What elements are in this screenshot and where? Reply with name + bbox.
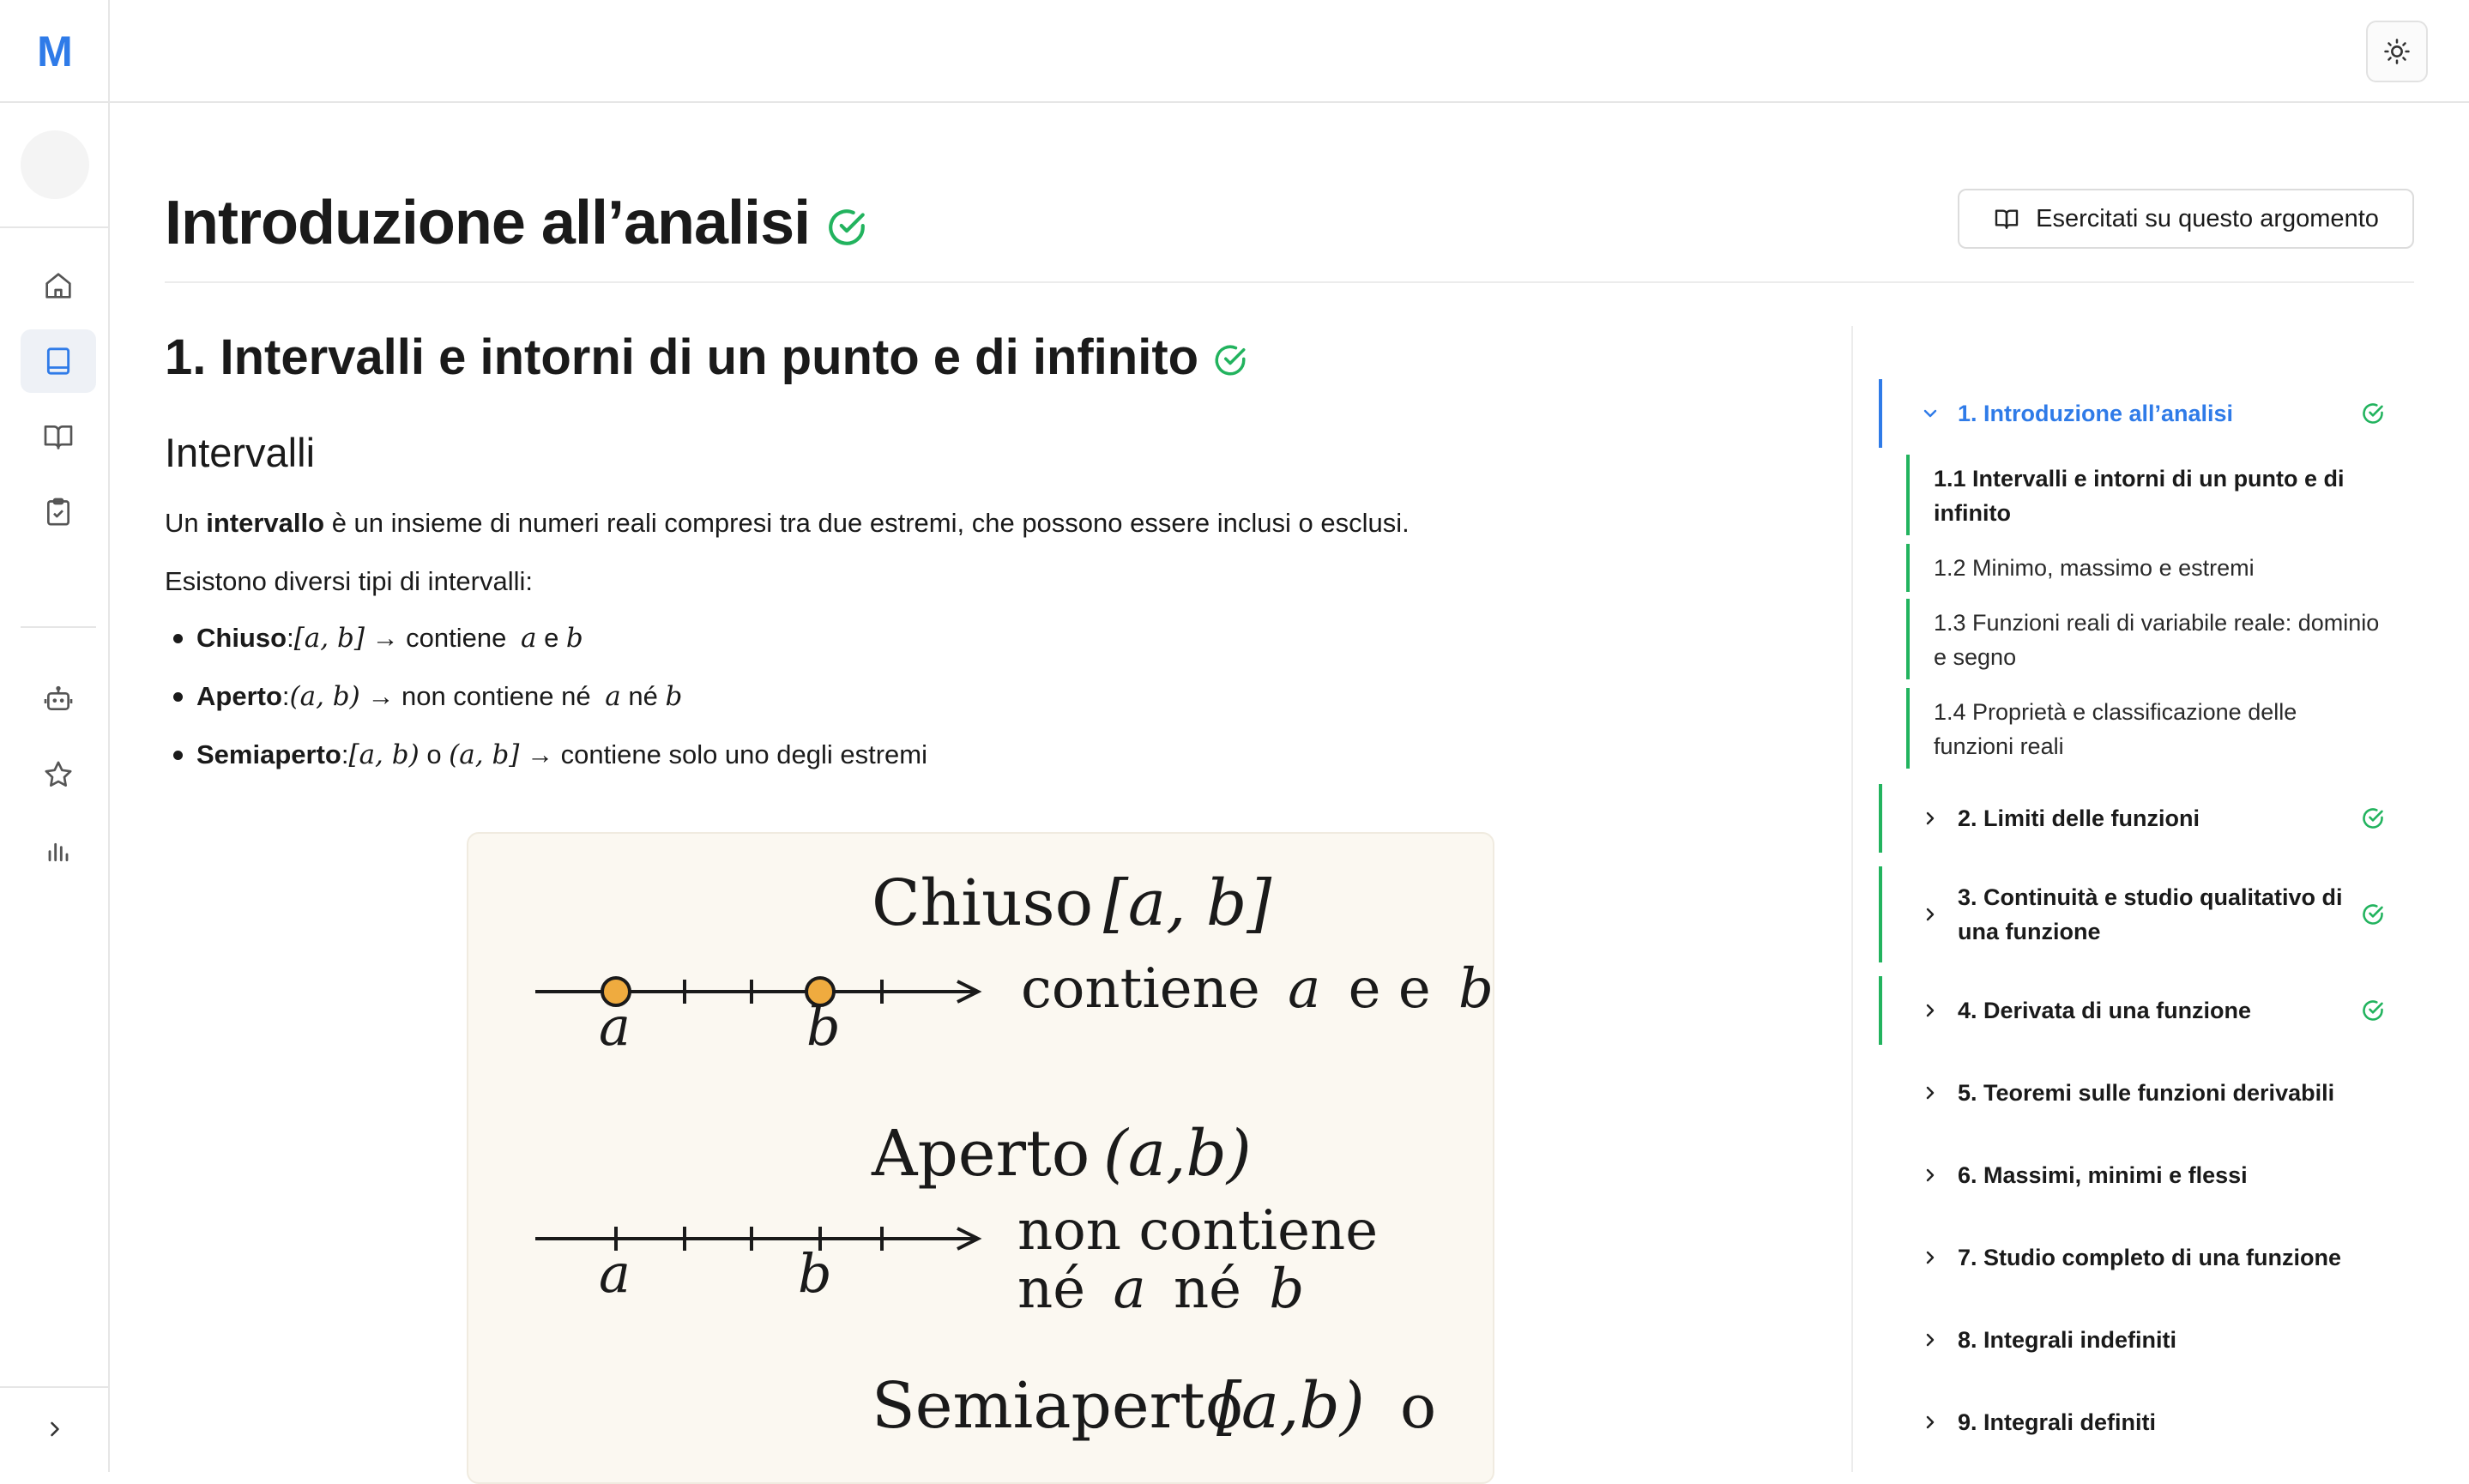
toc-chapter-8[interactable]: 8. Integrali indefiniti [1958, 1327, 2177, 1353]
toc-chapter-5[interactable]: 5. Teoremi sulle funzioni derivabili [1958, 1080, 2335, 1106]
bullet-text: e [536, 623, 566, 653]
assistant-button[interactable] [21, 667, 96, 731]
toc-chapter-6[interactable]: 6. Massimi, minimi e flessi [1958, 1162, 2248, 1188]
toc-section-1-3[interactable]: 1.3 Funzioni reali di variabile reale: dominio e segno [1934, 610, 2380, 670]
book-icon [41, 344, 75, 378]
courses-button[interactable] [21, 329, 96, 393]
practice-topic-button[interactable] [1958, 189, 2414, 249]
list-item-half-open [165, 739, 927, 770]
toc-section-1-1[interactable]: 1.1 Intervalli e intorni di un punto e di infinito [1934, 466, 2345, 526]
chevron-right-icon[interactable] [1920, 1000, 1941, 1021]
toc-section-1-4[interactable]: 1.4 Proprietà e classificazione delle funzioni reali [1934, 699, 2297, 759]
practice-button-label: Esercitati su questo argomento [2036, 204, 2379, 232]
bullet-label: Chiuso [196, 623, 287, 653]
intervals-figure [467, 832, 1494, 1484]
toc-completed-bar [1879, 784, 1882, 853]
chevron-right-icon [43, 1417, 67, 1441]
toc-chapter-4[interactable]: 4. Derivata di una funzione [1958, 998, 2252, 1023]
toc-section-bar [1906, 455, 1910, 535]
list-item-open [165, 681, 682, 712]
robot-icon [41, 682, 75, 716]
tasks-button[interactable] [21, 480, 96, 544]
bullet-math: a [520, 623, 537, 654]
bullet-label: Aperto [196, 681, 282, 711]
home-icon [41, 268, 75, 303]
bullet-text: → contiene solo uno degli estremi [519, 739, 928, 769]
bullet-dot [173, 692, 183, 702]
check-circle-icon [1212, 342, 1248, 378]
toc-completed-bar [1879, 976, 1882, 1045]
toc-section-bar [1906, 599, 1910, 679]
library-button[interactable] [21, 405, 96, 468]
subsection-title: Intervalli [165, 430, 316, 475]
toc-chapter-1[interactable]: 1. Introduzione all’analisi [1958, 401, 2234, 426]
chevron-right-icon[interactable] [1920, 808, 1941, 829]
open-label-b: b [798, 1242, 832, 1305]
chevron-right-icon[interactable] [1920, 1083, 1941, 1103]
chevron-right-icon[interactable] [1920, 1165, 1941, 1185]
toc-section-bar [1906, 688, 1910, 769]
expand-sidebar-button[interactable] [34, 1409, 75, 1450]
rail-divider [0, 101, 110, 103]
stats-button[interactable] [21, 818, 96, 882]
fig-open-desc-line1: non contiene [1017, 1199, 1379, 1263]
bullet-text: o [419, 739, 450, 769]
list-item-closed [165, 623, 583, 654]
chevron-down-icon[interactable] [1920, 403, 1941, 424]
bullet-dot [173, 751, 183, 760]
chevron-right-icon[interactable] [1920, 1330, 1941, 1350]
left-rail [0, 0, 110, 1472]
chevron-right-icon[interactable] [1920, 1247, 1941, 1268]
bar-chart-icon [41, 833, 75, 867]
intro-text-rest: è un insieme di numeri reali compresi tra due estremi, che possono essere inclusi o esclusi. [324, 508, 1410, 538]
bullet-text: né [620, 681, 666, 711]
page-title-row [165, 180, 868, 266]
fig-half-title: Semiaperto [872, 1369, 1244, 1443]
header-divider [165, 281, 2414, 283]
favorites-button[interactable] [21, 743, 96, 806]
toc-chapter-7[interactable]: 7. Studio completo di una funzione [1958, 1245, 2341, 1270]
toc-active-bar [1879, 379, 1882, 448]
bullet-text: → contiene [364, 623, 514, 653]
fig-closed-title: Chiuso [872, 866, 1094, 940]
check-circle-icon [825, 206, 868, 249]
bullet-dot [173, 634, 183, 643]
toc-chapter-3[interactable]: 3. Continuità e studio qualitativo di una funzione [1958, 884, 2343, 944]
sun-icon [2382, 37, 2412, 66]
fig-open-desc-line2: né a né b [1017, 1258, 1305, 1321]
chevron-right-icon[interactable] [1920, 1412, 1941, 1433]
bullet-text: → non contiene né [359, 681, 599, 711]
types-intro: Esistono diversi tipi di intervalli: [165, 566, 534, 596]
chevron-right-icon[interactable] [1920, 904, 1941, 925]
closed-label-b: b [806, 995, 841, 1058]
check-circle-icon [2361, 998, 2385, 1023]
intro-bold-term: intervallo [206, 508, 325, 538]
fig-open-notation: (a,b) [1103, 1117, 1252, 1191]
rail-divider [0, 226, 110, 228]
rail-divider [21, 626, 96, 628]
check-circle-icon [2361, 806, 2385, 830]
intro-paragraph [165, 508, 1410, 539]
open-label-a: a [599, 1242, 631, 1305]
bullet-label: Semiaperto [196, 739, 341, 769]
star-icon [41, 757, 75, 792]
check-circle-icon [2361, 902, 2385, 926]
toc-chapter-9[interactable]: 9. Integrali definiti [1958, 1409, 2157, 1435]
closed-label-a: a [599, 995, 631, 1058]
bullet-math: b [665, 681, 683, 712]
fig-open-title: Aperto [872, 1117, 1090, 1191]
bullet-math: b [565, 623, 583, 654]
clipboard-check-icon [41, 495, 75, 529]
home-button[interactable] [21, 254, 96, 317]
fig-half-notation: [a,b) [1216, 1369, 1365, 1443]
toc-completed-bar [1879, 866, 1882, 962]
article [165, 317, 1795, 770]
toc-chapter-2[interactable]: 2. Limiti delle funzioni [1958, 805, 2200, 831]
bullet-math: a [605, 681, 621, 712]
app-logo[interactable]: M [37, 27, 73, 75]
intro-text: Un [165, 508, 207, 538]
page-title: Introduzione all’analisi [165, 189, 811, 257]
bullet-sep: : [281, 681, 290, 711]
bullet-math: [a, b) [348, 739, 420, 770]
bullet-math: (a, b) [289, 681, 360, 712]
intervals-diagram [468, 834, 1494, 1484]
fig-half-or: o [1400, 1372, 1437, 1442]
theme-toggle-button[interactable] [2366, 21, 2428, 82]
toc-divider [1851, 326, 1853, 1472]
avatar[interactable] [21, 130, 89, 199]
fig-closed-desc: contiene a e e b [1021, 957, 1494, 1021]
rail-divider [0, 1386, 110, 1388]
check-circle-icon [2361, 401, 2385, 425]
bullet-math: (a, b] [449, 739, 520, 770]
toc-section-bar [1906, 544, 1910, 592]
section-title: 1. Intervalli e intorni di un punto e di infinito [165, 329, 1199, 385]
top-bar [110, 0, 2469, 103]
bullet-math: [a, b] [293, 623, 365, 654]
open-book-icon [1993, 205, 2020, 232]
bullet-sep: : [287, 623, 294, 653]
bullet-sep: : [341, 739, 349, 769]
toc-section-1-2[interactable]: 1.2 Minimo, massimo e estremi [1934, 555, 2255, 581]
section-title-row [165, 317, 1795, 396]
fig-closed-notation: [a, b] [1103, 866, 1272, 940]
open-book-icon [41, 419, 75, 454]
